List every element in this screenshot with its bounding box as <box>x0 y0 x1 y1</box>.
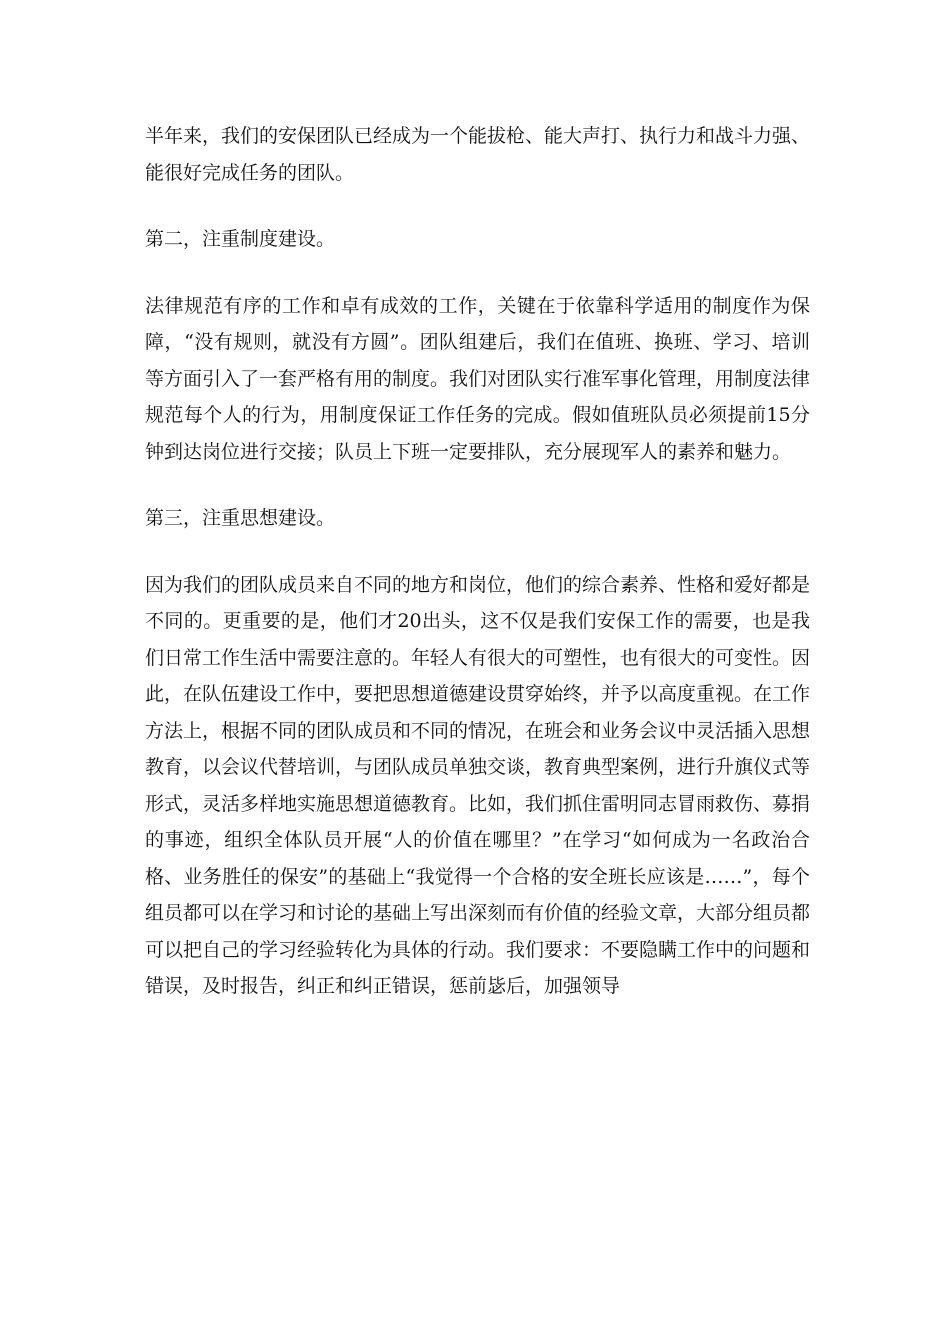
paragraph-intro-summary: 半年来，我们的安保团队已经成为一个能拔枪、能大声打、执行力和战斗力强、能很好完成任务的团队。 <box>145 125 811 184</box>
paragraph-system-building: 法律规范有序的工作和卓有成效的工作，关键在于依靠科学适用的制度作为保障，“没有规则，就没有方圆”。团队组建后，我们在值班、换班、学习、培训等方面引入了一套严格有用的制度。我们对团队实行准军事化管理，用制度法律规范每个人的行为，用制度保证工作任务的完成。假如值班队员必须提前15分钟到达岗位进行交接；队员上下班一定要排队，充分展现军人的素养和魅力。 <box>145 294 811 463</box>
paragraph-ideology-building: 因为我们的团队成员来自不同的地方和岗位，他们的综合素养、性格和爱好都是不同的。更重要的是，他们才20出头，这不仅是我们安保工作的需要，也是我们日常工作生活中需要注意的。年轻人有很大的可塑性，也有很大的可变性。因此，在队伍建设工作中，要把思想道德建设贯穿始终，并予以高度重视。在工作方法上，根据不同的团队成员和不同的情况，在班会和业务会议中灵活插入思想教育，以会议代替培训，与团队成员单独交谈，教育典型案例，进行升旗仪式等形式，灵活多样地实施思想道德教育。比如，我们抓住雷明同志冒雨救伤、募捐的事迹，组织全体队员开展“人的价值在哪里？”在学习“如何成为一名政治合格、业务胜任的保安”的基础上“我觉得一个合格的安全班长应该是……”，每个组员都可以在学习和讨论的基础上写出深刻而有价值的经验文章，大部分组员都可以把自己的学习经验转化为具体的行动。我们要求：不要隐瞒工作中的问题和错误，及时报告，纠正和纠正错误，惩前毖后，加强领导 <box>145 573 811 997</box>
document-page <box>145 118 810 1005</box>
heading-ideology-building: 第三，注重思想建设。 <box>145 507 336 529</box>
heading-system-building: 第二，注重制度建设。 <box>145 228 336 250</box>
